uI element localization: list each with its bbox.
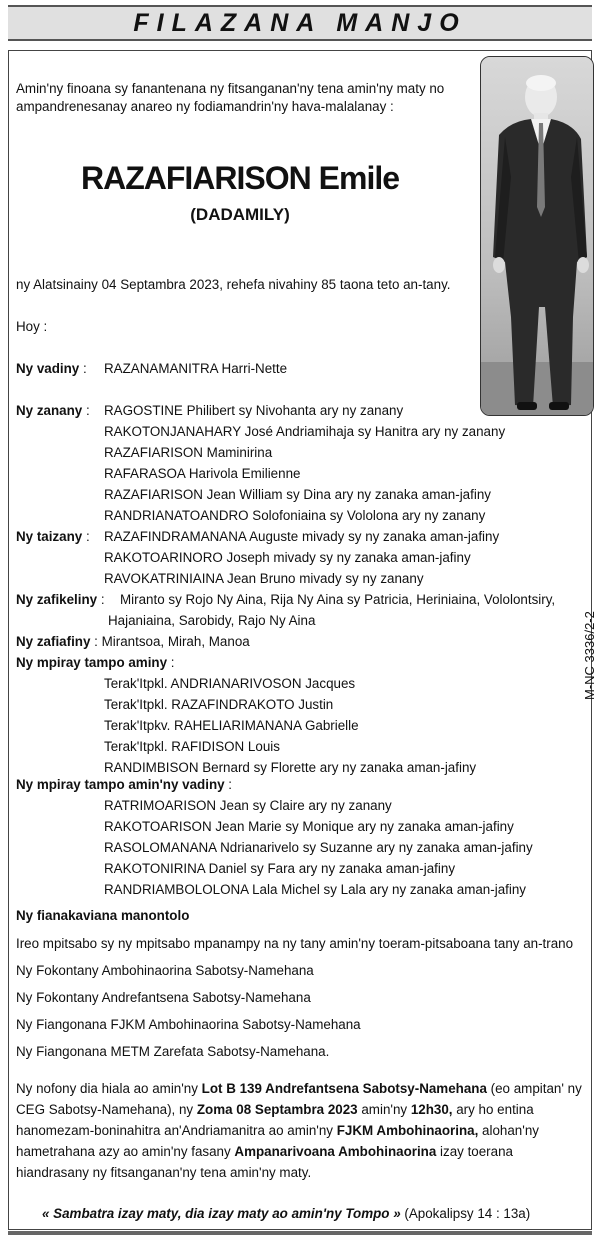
- family-line: RASOLOMANANA Ndrianarivelo sy Suzanne ary ny zanaka aman-jafiny: [104, 840, 533, 855]
- spiritual-line: Ireo mpitsabo sy ny mpitsabo mpanampy na ny tany amin'ny toeram-pitsaboana tany an-trano: [16, 936, 574, 951]
- family-line: Terak'Itpkl. RAFIDISON Louis: [104, 739, 280, 754]
- deceased-name: RAZAFIARISON Emile: [80, 160, 400, 196]
- family-line: RAKOTONIRINA Daniel sy Fara ary ny zanaka aman-jafiny: [104, 861, 456, 876]
- family-label-zafikeliny: Ny zafikeliny :: [16, 592, 105, 607]
- intro-text: Amin'ny finoana sy fanantenana ny fitsanganan'ny tena amin'ny maty no ampandrenesanay anareo ny fodiamandrin'ny hava-malalanay :: [16, 81, 445, 114]
- family-line: RAKOTOARINORO Joseph mivady sy ny zanaka aman-jafiny: [104, 550, 471, 565]
- family-label-taizany: Ny taizany :: [16, 529, 90, 544]
- header-banner: [8, 5, 592, 41]
- family-line: RAZAFIARISON Jean William sy Dina ary ny zanaka aman-jafiny: [104, 487, 491, 502]
- family-line: Terak'Itpkl. RAZAFINDRAKOTO Justin: [104, 697, 334, 712]
- hoy-label: Hoy :: [16, 319, 48, 334]
- spiritual-line: Ny Fokontany Andrefantsena Sabotsy-Namehana: [16, 990, 311, 1005]
- family-line: Miranto sy Rojo Ny Aina, Rija Ny Aina sy Patricia, Heriniaina, Vololontsiry,: [120, 592, 556, 607]
- death-notice: ny Alatsinainy 04 Septambra 2023, rehefa nivahiny 85 taona teto an-tany.: [16, 277, 451, 292]
- family-label-vadiny: Ny vadiny :: [16, 361, 87, 376]
- header-title: FILAZANA MANJO: [133, 8, 467, 37]
- family-line: RAFARASOA Harivola Emilienne: [104, 466, 301, 481]
- family-label-mpiray-tampo: Ny mpiray tampo aminy :: [16, 655, 175, 670]
- verse: « Sambatra izay maty, dia izay maty ao amin'ny Tompo » (Apokalipsy 14 : 13a): [42, 1206, 531, 1221]
- spiritual-title: Ny fianakaviana manontolo: [16, 908, 190, 923]
- family-label-zanany: Ny zanany :: [16, 403, 90, 418]
- deceased-nickname: (DADAMILY): [190, 205, 290, 224]
- family-line: RAVOKATRINIAINA Jean Bruno mivady sy ny zanany: [104, 571, 424, 586]
- family-line: RANDRIAMBOLOLONA Lala Michel sy Lala ary ny zanaka aman-jafiny: [104, 882, 526, 897]
- family-line: RANDIMBISON Bernard sy Florette ary ny zanaka aman-jafiny: [104, 760, 477, 775]
- family-line: RANDRIANATOANDRO Solofoniaina sy Vololona ary ny zanany: [104, 508, 486, 523]
- family-line: Terak'Itpkl. ANDRIANARIVOSON Jacques: [104, 676, 356, 691]
- family-line: RAGOSTINE Philibert sy Nivohanta ary ny zanany: [104, 403, 404, 418]
- family-line: RAZAFIARISON Maminirina: [104, 445, 273, 460]
- spiritual-line: Ny Fiangonana FJKM Ambohinaorina Sabotsy-Namehana: [16, 1017, 361, 1032]
- family-line: RAKOTOARISON Jean Marie sy Monique ary ny zanaka aman-jafiny: [104, 819, 514, 834]
- portrait-photo: [480, 56, 594, 416]
- family-line: Terak'Itpkv. RAHELIARIMANANA Gabrielle: [104, 718, 359, 733]
- bottom-rule: [8, 1231, 592, 1235]
- family-line: Hajaniaina, Sarobidy, Rajo Ny Aina: [108, 613, 316, 628]
- family-line: RATRIMOARISON Jean sy Claire ary ny zanany: [104, 798, 392, 813]
- family-line: RAKOTONJANAHARY José Andriamihaja sy Hanitra ary ny zanany: [104, 424, 506, 439]
- family-line: RAZAFINDRAMANANA Auguste mivady sy ny zanaka aman-jafiny: [104, 529, 500, 544]
- family-line: RAZANAMANITRA Harri-Nette: [104, 361, 288, 376]
- family-label-mpiray-tampo-vadiny: Ny mpiray tampo amin'ny vadiny :: [16, 777, 233, 792]
- family-label-zafiafiny: Ny zafiafiny : Mirantsoa, Mirah, Manoa: [16, 634, 250, 649]
- funeral-paragraph: Ny nofony dia hiala ao amin'ny Lot B 139 Andrefantsena Sabotsy-Namehana (eo ampitan' ny CEG Sabotsy-Namehana), ny Zoma 08 Septambra 2023 amin'ny 12h30, ary ho entina hanomezam-boninahitra an'Andriamanitra ao amin'ny FJKM Ambohinaorina, alohan'ny hametrahana azy ao amin'ny fasany Ampanarivoana Ambohinaorina izay toerana hiandrasany ny fitsanganan'ny tena amin'ny maty.: [16, 1081, 582, 1180]
- spiritual-line: Ny Fokontany Ambohinaorina Sabotsy-Namehana: [16, 963, 314, 978]
- spiritual-line: Ny Fiangonana METM Zarefata Sabotsy-Namehana.: [16, 1044, 330, 1059]
- reference-code: M-NC 3336/2-2: [582, 611, 597, 700]
